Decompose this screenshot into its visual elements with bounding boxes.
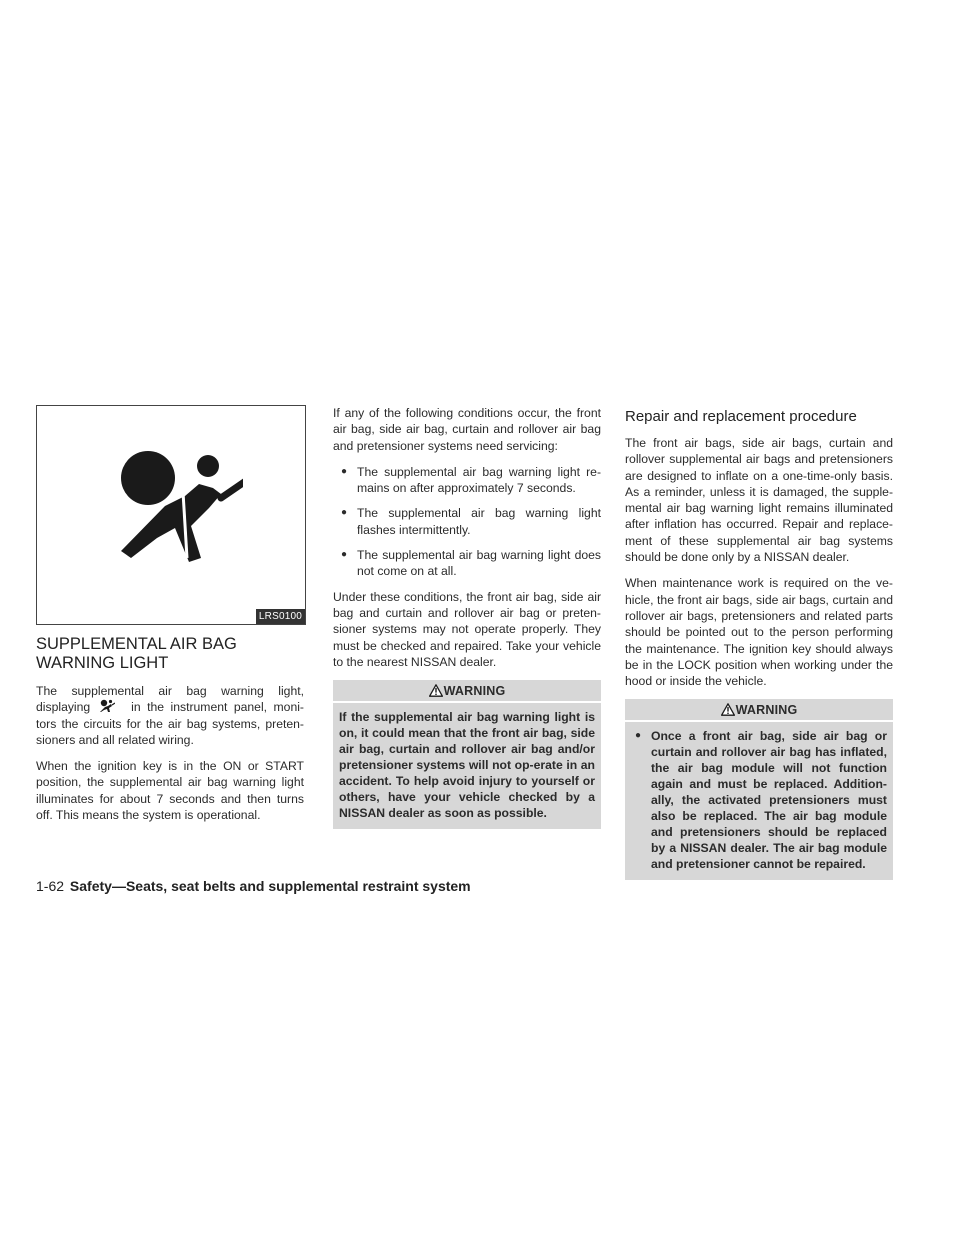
column-3 (625, 405, 893, 880)
chapter-title: Safety—Seats, seat belts and supplemental restraint system (69, 878, 471, 894)
warning-header (625, 699, 893, 722)
paragraph-repair-1: The front air bags, side air bags, curtain and rollover supplemental air bags and pretensioners are designed to inflate on a one-time-only basis. As a reminder, unless it is damaged, the supple-mental air bag warning light remains illuminated after inflation has occurred. Repair and replace-ment of these supplemental air bag systems should be done only by a NISSAN dealer. (625, 436, 893, 565)
warning-text: If the supplemental air bag warning light is on, it could mean that the front air bag, side air bag, curtain and rollover air bag and/or pretensioner systems will not op-erate in an accident. To help avoid injury to yourself or others, have your vehicle checked by a NISSAN dealer as soon as possible. (339, 710, 595, 821)
paragraph-warning-light-intro (36, 683, 304, 748)
paragraph-ignition: When the ignition key is in the ON or START position, the supplemental air bag warning light illuminates for about 7 seconds and then turns off. This means the system is operational. (36, 759, 304, 823)
list-item: ● Once a front air bag, side air bag or curtain and rollover air bag has inflated, the air bag module will not function again and must be replaced. Addition-ally, the activated pretensioners must also be replaced. The air bag module and pretensioners should be replaced by a NISSAN dealer. The air bag module and pretensioner cannot be repaired. (631, 722, 887, 872)
warning-box (625, 699, 893, 880)
paragraph-conditions: Under these conditions, the front air bag, side air bag and curtain and rollover air bag or preten-sioner systems may not operate properly. They must be checked and repaired. Take your vehicle to the nearest NISSAN dealer. (333, 589, 601, 669)
list-item: ● The supplemental air bag warning light does not come on at all. (333, 547, 601, 580)
warning-title: WARNING (443, 684, 506, 699)
column-2 (333, 405, 601, 829)
paragraph-repair-2: When maintenance work is required on the ve-hicle, the front air bags, side air bags, curtain and rollover air bags, pretensioners and related parts should be pointed out to the person performing the maintenance. The ignition key should always be in the LOCK position when working under the hood or inside the vehicle. (625, 576, 893, 689)
section-title-warning-light: SUPPLEMENTAL AIR BAG WARNING LIGHT (36, 635, 237, 672)
paragraph-servicing-intro: If any of the following conditions occur, the front air bag, side air bag, curtain and rollover air bag and pretensioner systems need servicing: (333, 406, 601, 453)
column-1 (36, 405, 304, 833)
airbag-warning-icon (113, 446, 243, 566)
warning-title: WARNING (735, 703, 798, 718)
condition-list (333, 464, 601, 580)
list-item: ● The supplemental air bag warning light re-mains on after approximately 7 seconds. (333, 464, 601, 497)
page-number: 1-62 (36, 878, 65, 894)
airbag-warning-figure (36, 405, 306, 625)
warning-header (333, 680, 601, 703)
warning-box (333, 680, 601, 829)
paragraph-text-after-icon: in the instrument panel, moni-tors the circuits for the air bag systems, preten-sioners and all related wiring. (36, 700, 304, 747)
airbag-inline-icon (99, 699, 115, 713)
page-footer (36, 878, 471, 894)
section-title-repair: Repair and replacement procedure (625, 408, 857, 425)
paragraph-text-before-icon: The supplemental air bag warning light, displaying (36, 684, 304, 715)
figure-code: LRS0100 (256, 609, 305, 624)
warning-triangle-icon (429, 684, 443, 697)
list-item: ● The supplemental air bag warning light flashes intermittently. (333, 505, 601, 538)
warning-list (625, 722, 893, 872)
warning-triangle-icon (721, 703, 735, 716)
